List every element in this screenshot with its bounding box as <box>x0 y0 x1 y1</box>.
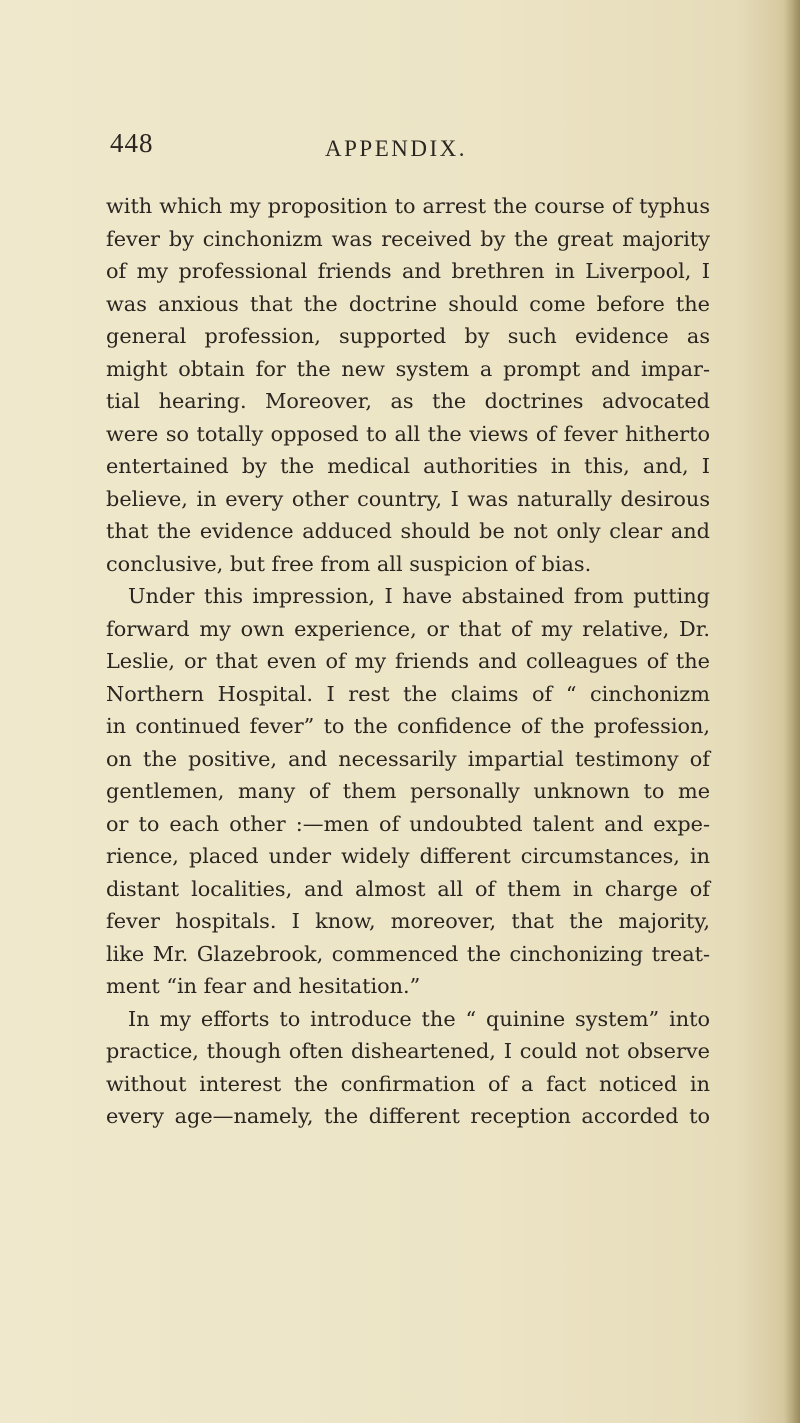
text-line: was anxious that the doctrine should come before the <box>106 291 710 316</box>
text-line: on the positive, and necessarily impartial testimony of <box>106 746 710 771</box>
text-line: Northern Hospital. I rest the claims of “ cinchonizm <box>106 681 710 706</box>
text-line: every age—namely, the different reception accorded to <box>106 1104 710 1128</box>
text-line: entertained by the medical authorities in this, and, I <box>106 454 710 478</box>
text-line: in continued fever” to the confidence of the profession, <box>106 714 710 738</box>
text-line: distant localities, and almost all of them in charge of <box>106 876 710 901</box>
paragraph-2 <box>106 580 710 1003</box>
text-line: like Mr. Glazebrook, commenced the cinchonizing treat- <box>106 941 710 966</box>
paragraph-1 <box>106 190 710 580</box>
text-line: without interest the confirmation of a fact noticed in <box>106 1071 710 1096</box>
text-line: rience, placed under widely different circumstances, in <box>106 844 710 868</box>
text-line: Leslie, or that even of my friends and colleagues of the <box>106 649 710 673</box>
text-line: were so totally opposed to all the views of fever hitherto <box>106 421 710 446</box>
running-head: APPENDIX. <box>325 136 467 161</box>
text-line: gentlemen, many of them personally unknown to me <box>106 779 710 803</box>
page-header <box>0 128 800 178</box>
text-line: Under this impression, I have abstained from putting <box>128 584 710 608</box>
text-line: general profession, supported by such evidence as <box>106 324 710 348</box>
paragraph-3 <box>106 1003 710 1133</box>
text-line: might obtain for the new system a prompt and impar- <box>106 356 710 381</box>
text-line: or to each other :—men of undoubted talent and expe- <box>106 811 710 836</box>
page-edge-shadow <box>784 0 800 1423</box>
text-line: that the evidence adduced should be not only clear and <box>106 519 710 543</box>
text-line: tial hearing. Moreover, as the doctrines advocated <box>106 389 710 413</box>
text-line: of my professional friends and brethren in Liverpool, I <box>106 259 710 283</box>
text-line: In my efforts to introduce the “ quinine system” into <box>128 1006 710 1031</box>
text-line: fever by cinchonizm was received by the great majority <box>106 226 710 251</box>
text-line: forward my own experience, or that of my relative, Dr. <box>106 616 710 641</box>
text-line: fever hospitals. I know, moreover, that the majority, <box>106 909 710 933</box>
text-line: conclusive, but free from all suspicion of bias. <box>106 551 592 576</box>
text-line: believe, in every other country, I was naturally desirous <box>106 486 710 511</box>
text-line: practice, though often disheartened, I could not observe <box>106 1039 710 1063</box>
page-number: 448 <box>110 128 154 158</box>
body-text <box>106 190 710 1133</box>
text-line: ment “in fear and hesitation.” <box>106 974 421 998</box>
text-line: with which my proposition to arrest the course of typhus <box>106 194 710 218</box>
